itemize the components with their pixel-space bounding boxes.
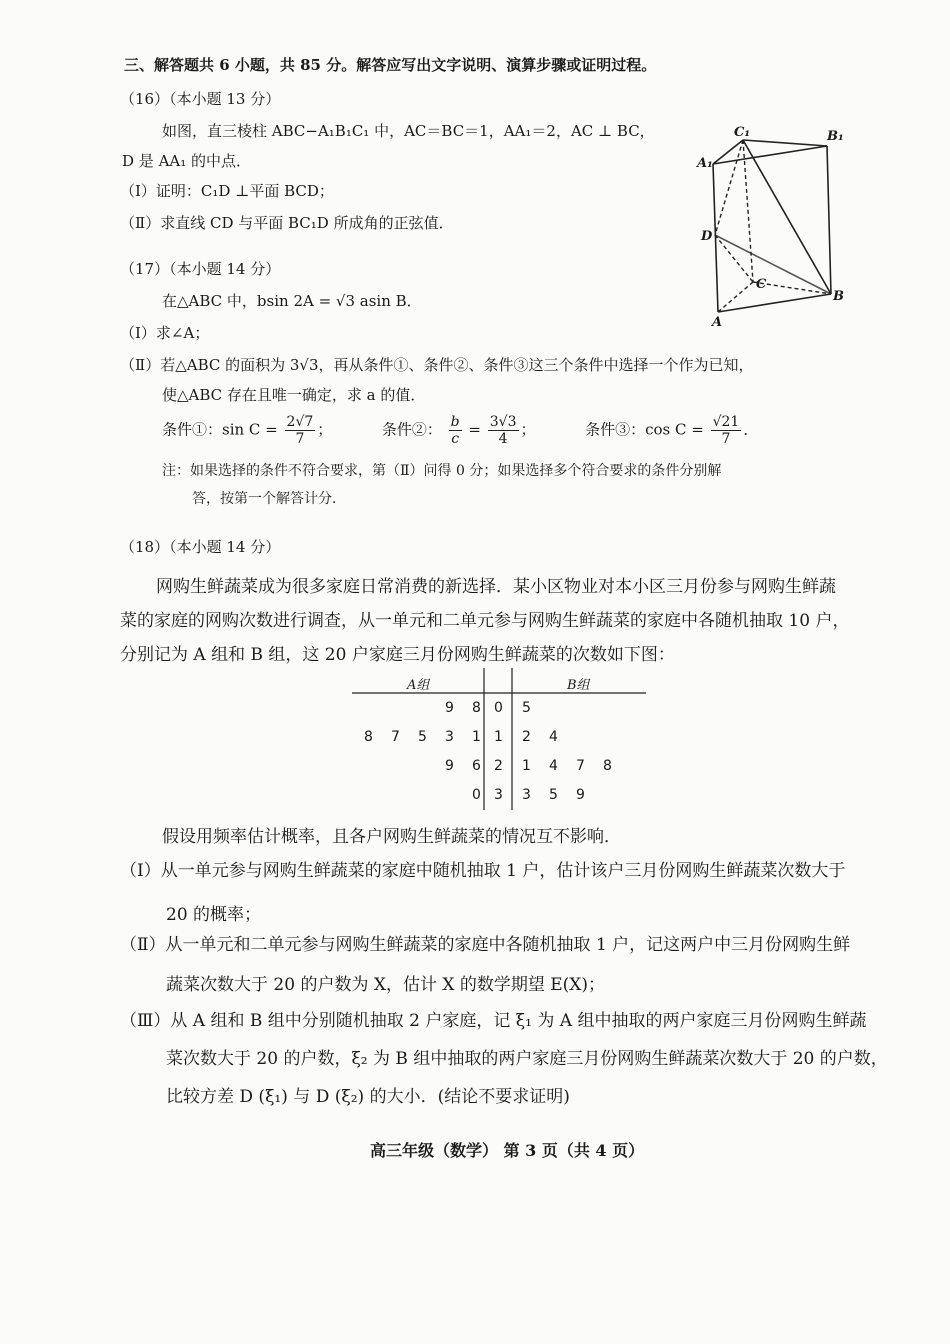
label-c: C xyxy=(756,277,767,292)
q18-part2-line2: 蔬菜次数大于 20 的户数为 X，估计 X 的数学期望 E(X)； xyxy=(166,975,606,995)
cond2-lnum: b xyxy=(450,414,460,430)
leaf-b: 5 xyxy=(549,787,558,803)
cond2-eq: = xyxy=(468,420,481,439)
cond-end: ． xyxy=(743,420,759,439)
q17-part1: （Ⅰ）求∠A； xyxy=(120,324,210,342)
leaf-a: 3 xyxy=(445,729,454,745)
leaf-a: 9 xyxy=(445,700,454,716)
cond2-rden: 4 xyxy=(498,431,508,448)
q17-note-line2: 答，按第一个解答计分． xyxy=(192,491,346,507)
cond1-label: 条件①：sin C = xyxy=(162,420,278,439)
leaf-a: 6 xyxy=(472,758,481,774)
q18-header: （18）（本小题 14 分） xyxy=(120,538,281,556)
q17-conditions xyxy=(162,414,758,447)
label-c1: C₁ xyxy=(734,125,751,140)
leaf-b: 4 xyxy=(549,758,558,774)
cond1-den: 7 xyxy=(295,431,305,448)
q18-part2-line1: （Ⅱ）从一单元和二单元参与网购生鲜蔬菜的家庭中各随机抽取 1 户，记这两户中三月份网购生鲜 xyxy=(120,935,851,955)
stem: 3 xyxy=(494,787,503,803)
q17-part2-line1: （Ⅱ）若△ABC 的面积为 3√3，再从条件①、条件②、条件③这三个条件中选择一个作为已知， xyxy=(120,356,754,374)
leaf-a: 7 xyxy=(391,729,400,745)
prism-figure xyxy=(690,122,850,332)
cond3-den: 7 xyxy=(721,431,731,448)
q18-assume: 假设用频率估计概率，且各户网购生鲜蔬菜的情况互不影响． xyxy=(162,827,621,847)
section-heading: 三、解答题共 6 小题，共 85 分。解答应写出文字说明、演算步骤或证明过程。 xyxy=(124,56,657,74)
header-b-group: B组 xyxy=(567,678,590,693)
leaf-b: 3 xyxy=(522,787,531,803)
label-b: B xyxy=(833,289,844,304)
edge-b1-b xyxy=(827,146,831,294)
cond1-fraction xyxy=(285,414,316,447)
leaf-b: 8 xyxy=(603,758,612,774)
q18-part1-line2: 20 的概率； xyxy=(166,905,262,925)
leaf-b: 2 xyxy=(522,729,531,745)
q18-part3-line1: （Ⅲ）从 A 组和 B 组中分别随机抽取 2 户家庭，记 ξ₁ 为 A 组中抽取的两户家庭三月份网购生鲜蔬 xyxy=(120,1011,867,1031)
page-footer: 高三年级（数学） 第 3 页（共 4 页） xyxy=(370,1141,645,1160)
leaf-a: 9 xyxy=(445,758,454,774)
leaf-b: 7 xyxy=(576,758,585,774)
label-a: A xyxy=(712,315,723,330)
header-a-group: A组 xyxy=(407,678,430,693)
q16-stem-line1: 如图，直三棱柱 ABC−A₁B₁C₁ 中，AC＝BC＝1，AA₁＝2，AC ⊥ BC， xyxy=(162,122,655,140)
sep2: ； xyxy=(520,420,536,439)
q17-part2-line2: 使△ABC 存在且唯一确定，求 a 的值． xyxy=(162,386,426,404)
cond1-num: 2√7 xyxy=(286,414,314,430)
q17-stem: 在△ABC 中，bsin 2A = √3 asin B． xyxy=(162,292,422,310)
hidden-edge-c1-c xyxy=(743,140,753,282)
q18-part3-line3: 比较方差 D (ξ₁) 与 D (ξ₂) 的大小．(结论不要求证明) xyxy=(166,1087,570,1107)
q17-header: （17）（本小题 14 分） xyxy=(120,260,281,278)
cond3-fraction xyxy=(711,414,742,447)
q17-note-line1: 注：如果选择的条件不符合要求，第（Ⅱ）问得 0 分；如果选择多个符合要求的条件分别解 xyxy=(162,463,722,479)
q18-part3-line2: 菜次数大于 20 的户数，ξ₂ 为 B 组中抽取的两户家庭三月份网购生鲜蔬菜次数大于 20 的户数， xyxy=(166,1049,888,1069)
leaf-b: 9 xyxy=(576,787,585,803)
cond2-label: 条件②： xyxy=(381,420,442,439)
cond3-label: 条件③：cos C = xyxy=(585,420,704,439)
leaf-a: 1 xyxy=(472,729,481,745)
leaf-a: 8 xyxy=(364,729,373,745)
label-a1: A₁ xyxy=(697,156,713,171)
leaf-a: 0 xyxy=(472,787,481,803)
cond2-rnum: 3√3 xyxy=(489,414,517,430)
cond2-lhs xyxy=(449,414,462,447)
leaf-b: 4 xyxy=(549,729,558,745)
edge-a1-b1 xyxy=(713,146,827,164)
sep1: ； xyxy=(317,420,333,439)
q16-stem-line2: D 是 AA₁ 的中点． xyxy=(122,152,252,170)
stem: 2 xyxy=(494,758,503,774)
label-b1: B₁ xyxy=(827,129,844,144)
hidden-segment-c1-d xyxy=(715,140,743,235)
q16-part2: （Ⅱ）求直线 CD 与平面 BC₁D 所成角的正弦值． xyxy=(120,214,454,232)
hidden-segment-d-c xyxy=(715,235,753,282)
q16-header: （16）（本小题 13 分） xyxy=(120,90,281,108)
cond3-num: √21 xyxy=(712,414,740,430)
q18-stem-line3: 分别记为 A 组和 B 组，这 20 户家庭三月份网购生鲜蔬菜的次数如下图： xyxy=(120,645,675,665)
leaf-a: 8 xyxy=(472,700,481,716)
label-d: D xyxy=(701,229,713,244)
q16-part1: （Ⅰ）证明：C₁D ⊥平面 BCD； xyxy=(120,182,334,200)
stem: 0 xyxy=(494,700,503,716)
stem-leaf-table xyxy=(352,668,648,818)
leaf-b: 1 xyxy=(522,758,531,774)
edge-c1-b1 xyxy=(743,140,827,146)
q18-stem-line1: 网购生鲜蔬菜成为很多家庭日常消费的新选择．某小区物业对本小区三月份参与网购生鲜蔬 xyxy=(156,577,836,597)
cond2-rhs xyxy=(488,414,519,447)
q18-part1-line1: （Ⅰ）从一单元参与网购生鲜蔬菜的家庭中随机抽取 1 户，估计该户三月份网购生鲜蔬菜次数大于 xyxy=(120,861,846,881)
leaf-b: 5 xyxy=(522,700,531,716)
leaf-a: 5 xyxy=(418,729,427,745)
cond2-lden: c xyxy=(451,431,460,448)
stem: 1 xyxy=(494,729,503,745)
q18-stem-line2: 菜的家庭的网购次数进行调查，从一单元和二单元参与网购生鲜蔬菜的家庭中各随机抽取 10 户， xyxy=(120,611,850,631)
